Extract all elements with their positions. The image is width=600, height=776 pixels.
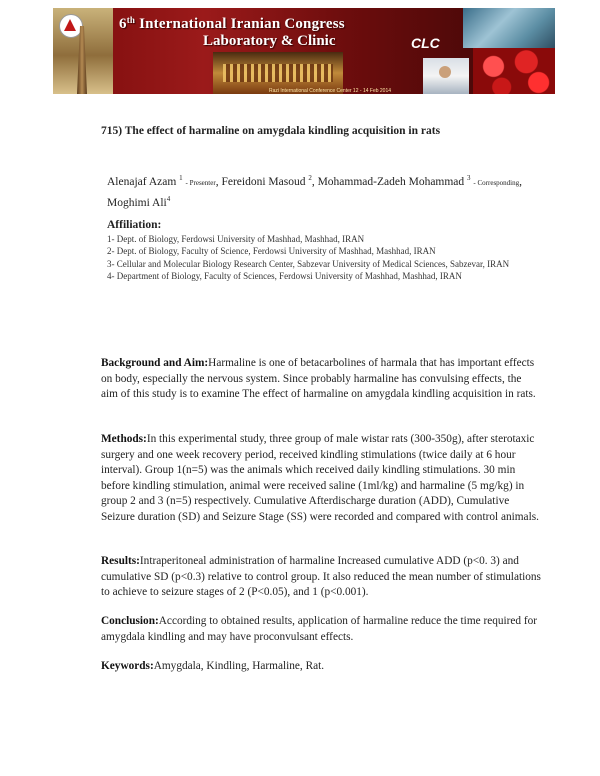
section-text: According to obtained results, application of harmaline reduce the time required for amygdala kindling and may have proconvulsant effects. xyxy=(101,615,538,643)
article-title: 715) The effect of harmaline on amygdala kindling acquisition in rats xyxy=(101,125,441,137)
author-name: Alenajaf Azam xyxy=(107,175,177,188)
keywords-section xyxy=(101,659,541,675)
section-text: Intraperitoneal administration of harmaline Increased cumulative ADD (p<0. 3) and cumulative SD (p<0.3) relative to control group. It also reduced the mean number of stimulations to achieve to seizure stages of 2 (P<0.05), and 1 (p<0.001). xyxy=(101,555,541,599)
affiliation-heading: Affiliation: xyxy=(107,219,162,231)
author-separator: , xyxy=(519,175,522,188)
section-heading: Methods: xyxy=(101,433,147,445)
affiliation-item: 3- Cellular and Molecular Biology Research Center, Sabzevar University of Medical Sciences, Sabzevar, IRAN xyxy=(107,258,510,269)
banner-tower-panel xyxy=(53,8,113,94)
affiliation-item: 2- Dept. of Biology, Faculty of Science, Ferdowsi University of Mashhad, Mashhad, IRAN xyxy=(107,246,436,257)
affiliation-item: 1- Dept. of Biology, Ferdowsi University of Mashhad, Mashhad, IRAN xyxy=(107,234,365,244)
author-affiliation-number: 1 xyxy=(179,174,183,182)
author-separator: , xyxy=(215,175,219,188)
author-name: Fereidoni Masoud xyxy=(221,175,306,188)
methods-section xyxy=(101,432,541,526)
affiliation-item: 4- Department of Biology, Faculty of Sciences, Ferdowsi University of Mashhad, Mashhad, IRAN xyxy=(107,270,462,281)
blood-cells-photo xyxy=(473,48,555,94)
author-role: - Corresponding xyxy=(473,178,520,187)
banner-title-line2: Laboratory & Clinic xyxy=(203,33,336,49)
author-list xyxy=(107,170,537,211)
congress-banner xyxy=(53,8,555,94)
author-name: Moghimi Ali xyxy=(107,196,167,209)
author-separator: , xyxy=(311,175,315,188)
section-text: Amygdala, Kindling, Harmaline, Rat. xyxy=(153,660,325,672)
surgery-photo xyxy=(463,8,555,48)
conclusion-section xyxy=(101,614,541,645)
affiliation-list xyxy=(107,233,532,282)
lab-researcher-photo xyxy=(423,58,469,94)
section-heading: Keywords: xyxy=(101,660,154,672)
banner-venue-note: Razi International Conference Center 12 - 14 Feb 2014 xyxy=(269,88,392,94)
banner-title-line1 xyxy=(119,15,345,33)
author-affiliation-number: 4 xyxy=(166,194,171,203)
section-text: Harmaline is one of betacarbolines of harmala that has important effects on body, especially the nervous system. Since probably harmaline has convulsing effects, the aim of this study is to examine The effect of harmaline on amygdala kindling acquisition in rats. xyxy=(101,357,536,401)
author-affiliation-number: 3 xyxy=(467,174,471,182)
background-section xyxy=(101,356,541,403)
author-affiliation-number: 2 xyxy=(308,174,312,182)
author-name: Mohammad-Zadeh Mohammad xyxy=(317,175,465,188)
tower-image xyxy=(77,26,87,94)
section-heading: Background and Aim: xyxy=(101,357,209,369)
section-heading: Results: xyxy=(101,555,140,567)
author-role: - Presenter xyxy=(185,178,216,187)
results-section xyxy=(101,554,541,601)
banner-acronym: CLC xyxy=(411,35,440,51)
banner-ordinal-suffix: th xyxy=(126,15,136,25)
section-text: In this experimental study, three group of male wistar rats (300-350g), after sterotaxic surgery and one week recovery period, received kindling stimulations (twice daily at 6 hour interval). Group 1(n=5) was the animals which received daily kindling stimulations. 30 min before kindling stimulation, animal were received saline (1ml/kg) and harmaline (5 mg/kg) in group 2 and 3 (n=5) respectively. Cumulative Afterdischarge duration (ADD), Cumulative Seizure duration (SD) and Seizure Stage (SS) were recorded and compared with control animals. xyxy=(101,433,539,523)
banner-ordinal: 6 xyxy=(119,16,127,32)
section-heading: Conclusion: xyxy=(101,615,159,627)
congress-logo xyxy=(59,14,83,38)
banner-title-text: International Iranian Congress xyxy=(139,16,345,32)
